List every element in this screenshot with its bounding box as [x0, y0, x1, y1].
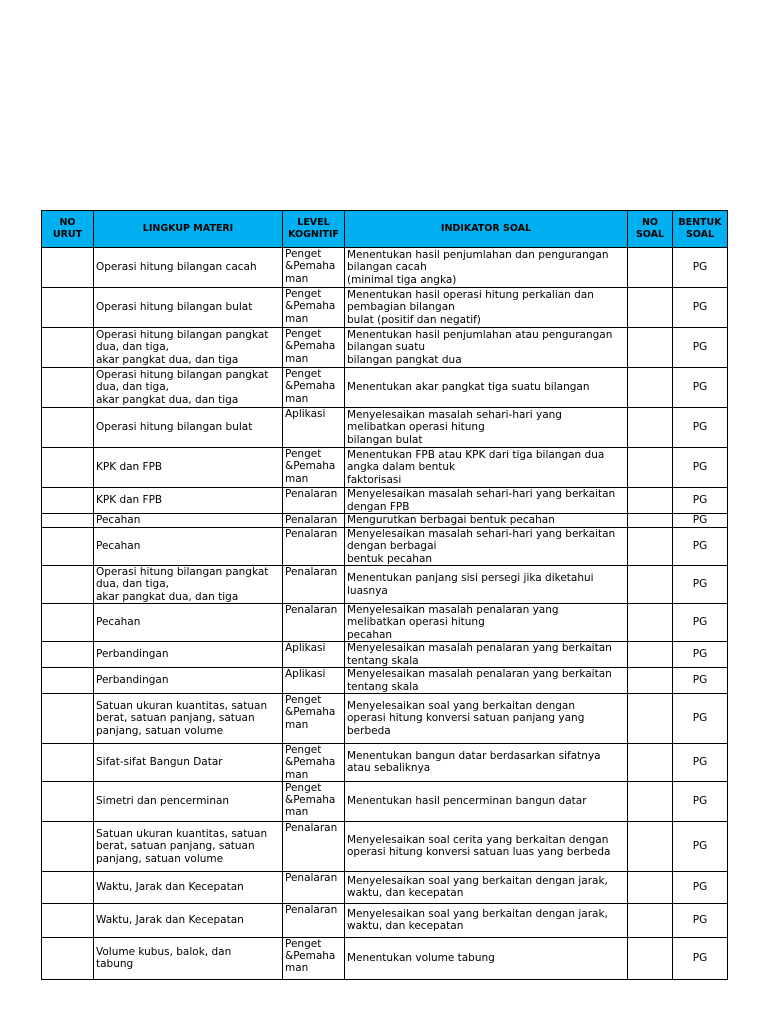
indikator-soal-cell-text: Menyelesaikan masalah sehari-hari yang melibatkan operasi hitung bilangan bulat: [347, 409, 562, 446]
no-urut-cell: [42, 871, 94, 903]
table-row: [42, 328, 728, 368]
no-soal-cell: [628, 288, 673, 328]
bentuk-soal-cell: [673, 642, 728, 668]
lingkup-materi-cell: [94, 694, 283, 744]
level-kognitif-cell-text: Penalaran: [285, 488, 338, 500]
indikator-soal-cell-text: Menentukan hasil penjumlahan atau pengurangan bilangan suatu bilangan pangkat dua: [347, 329, 613, 366]
bentuk-soal-cell: [673, 448, 728, 488]
level-kognitif-cell: [283, 288, 345, 328]
table-row: [42, 248, 728, 288]
indikator-soal-cell: [345, 328, 628, 368]
level-kognitif-cell: [283, 248, 345, 288]
lingkup-materi-cell-text: Simetri dan pencerminan: [96, 795, 230, 808]
level-kognitif-cell-text: Penalaran: [285, 566, 338, 578]
no-soal-cell: [628, 604, 673, 642]
level-kognitif-cell-text: Penalaran: [285, 871, 338, 884]
bentuk-soal-cell-text: PG: [692, 712, 708, 725]
lingkup-materi-cell: [94, 566, 283, 604]
lingkup-materi-cell: [94, 642, 283, 668]
table-body: [42, 248, 728, 980]
level-kognitif-cell: [283, 408, 345, 448]
no-soal-cell: [628, 642, 673, 668]
bentuk-soal-cell: [673, 368, 728, 408]
bentuk-soal-cell: [673, 903, 728, 937]
table-row: [42, 514, 728, 528]
lingkup-materi-cell: [94, 248, 283, 288]
level-kognitif-cell: [283, 668, 345, 694]
kisi-kisi-table: [41, 210, 728, 980]
indikator-soal-cell: [345, 566, 628, 604]
table-row: [42, 903, 728, 937]
indikator-soal-cell: [345, 488, 628, 514]
lingkup-materi-cell: [94, 668, 283, 694]
level-kognitif-cell: [283, 871, 345, 903]
lingkup-materi-cell-text: Waktu, Jarak dan Kecepatan: [96, 881, 244, 894]
indikator-soal-cell: [345, 821, 628, 871]
no-soal-cell: [628, 368, 673, 408]
lingkup-materi-cell-text: Operasi hitung bilangan pangkat dua, dan tiga, akar pangkat dua, dan tiga: [96, 369, 269, 406]
lingkup-materi-cell: [94, 488, 283, 514]
bentuk-soal-cell-text: PG: [692, 616, 708, 629]
no-soal-cell: [628, 694, 673, 744]
header-lingkup-materi: LINGKUP MATERI: [94, 211, 283, 248]
bentuk-soal-cell-text: PG: [692, 341, 708, 354]
table-row: [42, 604, 728, 642]
header-indikator-soal: INDIKATOR SOAL: [345, 211, 628, 248]
level-kognitif-cell: [283, 694, 345, 744]
bentuk-soal-cell-text: PG: [692, 881, 708, 894]
lingkup-materi-cell-text: Operasi hitung bilangan pangkat dua, dan tiga, akar pangkat dua, dan tiga: [96, 329, 269, 366]
bentuk-soal-cell-text: PG: [692, 421, 708, 434]
table-row: [42, 871, 728, 903]
table-row: [42, 368, 728, 408]
no-soal-cell: [628, 744, 673, 782]
level-kognitif-cell: [283, 604, 345, 642]
no-urut-cell: [42, 903, 94, 937]
level-kognitif-cell: [283, 781, 345, 821]
bentuk-soal-cell-text: PG: [692, 795, 708, 808]
indikator-soal-cell: [345, 694, 628, 744]
indikator-soal-cell: [345, 642, 628, 668]
indikator-soal-cell-text: Menentukan volume tabung: [347, 952, 495, 965]
bentuk-soal-cell: [673, 668, 728, 694]
lingkup-materi-cell: [94, 744, 283, 782]
level-kognitif-cell: [283, 903, 345, 937]
no-urut-cell: [42, 566, 94, 604]
lingkup-materi-cell-text: Perbandingan: [96, 648, 169, 661]
indikator-soal-cell-text: Menyelesaikan masalah penalaran yang berkaitan tentang skala: [347, 642, 612, 667]
indikator-soal-cell: [345, 514, 628, 528]
bentuk-soal-cell: [673, 488, 728, 514]
indikator-soal-cell-text: Menentukan akar pangkat tiga suatu bilangan: [347, 381, 590, 394]
bentuk-soal-cell-text: PG: [692, 301, 708, 314]
indikator-soal-cell-text: Menentukan hasil penjumlahan dan pengurangan bilangan cacah (minimal tiga angka): [347, 249, 609, 286]
no-urut-cell: [42, 937, 94, 979]
level-kognitif-cell: [283, 821, 345, 871]
table-row: [42, 288, 728, 328]
lingkup-materi-cell-text: Pecahan: [96, 540, 141, 553]
indikator-soal-cell-text: Menyelesaikan masalah penalaran yang melibatkan operasi hitung pecahan: [347, 604, 559, 641]
level-kognitif-cell: [283, 642, 345, 668]
bentuk-soal-cell: [673, 528, 728, 566]
lingkup-materi-cell-text: Sifat-sifat Bangun Datar: [96, 756, 223, 769]
bentuk-soal-cell: [673, 408, 728, 448]
indikator-soal-cell-text: Menentukan bangun datar berdasarkan sifatnya atau sebaliknya: [347, 750, 601, 775]
bentuk-soal-cell-text: PG: [692, 261, 708, 274]
bentuk-soal-cell: [673, 694, 728, 744]
table-row: [42, 528, 728, 566]
bentuk-soal-cell: [673, 821, 728, 871]
no-urut-cell: [42, 514, 94, 528]
indikator-soal-cell-text: Menyelesaikan masalah sehari-hari yang berkaitan dengan FPB: [347, 488, 616, 513]
level-kognitif-cell-text: Penget &Pemaha man: [285, 937, 336, 975]
level-kognitif-cell-text: Penalaran: [285, 821, 338, 834]
indikator-soal-cell: [345, 248, 628, 288]
indikator-soal-cell: [345, 368, 628, 408]
indikator-soal-cell-text: Menyelesaikan masalah penalaran yang berkaitan tentang skala: [347, 668, 612, 693]
no-urut-cell: [42, 642, 94, 668]
lingkup-materi-cell: [94, 821, 283, 871]
header-no-soal: NO SOAL: [628, 211, 673, 248]
indikator-soal-cell-text: Menentukan hasil operasi hitung perkalian dan pembagian bilangan bulat (positif dan negatif): [347, 289, 594, 326]
table-row: [42, 668, 728, 694]
bentuk-soal-cell-text: PG: [692, 840, 708, 853]
level-kognitif-cell-text: Penget &Pemaha man: [285, 694, 336, 731]
lingkup-materi-cell: [94, 781, 283, 821]
no-soal-cell: [628, 528, 673, 566]
lingkup-materi-cell-text: Operasi hitung bilangan bulat: [96, 421, 253, 434]
bentuk-soal-cell: [673, 248, 728, 288]
lingkup-materi-cell-text: Pecahan: [96, 514, 141, 527]
level-kognitif-cell: [283, 528, 345, 566]
no-urut-cell: [42, 248, 94, 288]
no-urut-cell: [42, 744, 94, 782]
indikator-soal-cell: [345, 448, 628, 488]
indikator-soal-cell: [345, 408, 628, 448]
indikator-soal-cell: [345, 781, 628, 821]
table-row: [42, 694, 728, 744]
table-row: [42, 744, 728, 782]
lingkup-materi-cell-text: Pecahan: [96, 616, 141, 629]
lingkup-materi-cell: [94, 448, 283, 488]
indikator-soal-cell-text: Menentukan hasil pencerminan bangun datar: [347, 795, 587, 808]
lingkup-materi-cell: [94, 288, 283, 328]
header-row: [42, 211, 728, 248]
level-kognitif-cell-text: Aplikasi: [285, 642, 326, 654]
level-kognitif-cell: [283, 448, 345, 488]
bentuk-soal-cell-text: PG: [692, 578, 708, 591]
no-soal-cell: [628, 488, 673, 514]
no-soal-cell: [628, 248, 673, 288]
bentuk-soal-cell-text: PG: [692, 461, 708, 474]
level-kognitif-cell-text: Penget &Pemaha man: [285, 248, 336, 285]
lingkup-materi-cell: [94, 937, 283, 979]
indikator-soal-cell: [345, 604, 628, 642]
table-row: [42, 488, 728, 514]
lingkup-materi-cell-text: Operasi hitung bilangan bulat: [96, 301, 253, 314]
lingkup-materi-cell: [94, 368, 283, 408]
indikator-soal-cell-text: Menyelesaikan soal yang berkaitan dengan operasi hitung konversi satuan panjang yang berbeda: [347, 700, 585, 737]
bentuk-soal-cell-text: PG: [692, 674, 708, 687]
level-kognitif-cell-text: Penget &Pemaha man: [285, 328, 336, 365]
lingkup-materi-cell-text: Volume kubus, balok, dan tabung: [96, 946, 232, 971]
level-kognitif-cell-text: Penalaran: [285, 903, 338, 916]
indikator-soal-cell: [345, 744, 628, 782]
bentuk-soal-cell: [673, 937, 728, 979]
table-row: [42, 937, 728, 979]
indikator-soal-cell-text: Menyelesaikan masalah sehari-hari yang berkaitan dengan berbagai bentuk pecahan: [347, 528, 616, 565]
level-kognitif-cell: [283, 514, 345, 528]
lingkup-materi-cell-text: Perbandingan: [96, 674, 169, 687]
bentuk-soal-cell: [673, 604, 728, 642]
no-urut-cell: [42, 448, 94, 488]
no-urut-cell: [42, 821, 94, 871]
no-soal-cell: [628, 514, 673, 528]
lingkup-materi-cell: [94, 528, 283, 566]
lingkup-materi-cell: [94, 903, 283, 937]
level-kognitif-cell-text: Penget &Pemaha man: [285, 744, 336, 781]
no-soal-cell: [628, 937, 673, 979]
no-urut-cell: [42, 288, 94, 328]
no-soal-cell: [628, 903, 673, 937]
no-urut-cell: [42, 328, 94, 368]
no-soal-cell: [628, 668, 673, 694]
bentuk-soal-cell-text: PG: [692, 514, 708, 527]
indikator-soal-cell-text: Menentukan FPB atau KPK dari tiga bilangan dua angka dalam bentuk faktorisasi: [347, 449, 605, 486]
bentuk-soal-cell-text: PG: [692, 494, 708, 507]
table-row: [42, 408, 728, 448]
no-soal-cell: [628, 781, 673, 821]
no-soal-cell: [628, 821, 673, 871]
bentuk-soal-cell-text: PG: [692, 648, 708, 661]
indikator-soal-cell: [345, 871, 628, 903]
table-row: [42, 642, 728, 668]
bentuk-soal-cell-text: PG: [692, 540, 708, 553]
level-kognitif-cell-text: Penget &Pemaha man: [285, 448, 336, 485]
indikator-soal-cell: [345, 937, 628, 979]
bentuk-soal-cell: [673, 744, 728, 782]
bentuk-soal-cell-text: PG: [692, 381, 708, 394]
level-kognitif-cell: [283, 368, 345, 408]
lingkup-materi-cell: [94, 408, 283, 448]
lingkup-materi-cell-text: Satuan ukuran kuantitas, satuan berat, satuan panjang, satuan panjang, satuan volume: [96, 827, 268, 865]
lingkup-materi-cell: [94, 604, 283, 642]
indikator-soal-cell-text: Mengurutkan berbagai bentuk pecahan: [347, 514, 555, 527]
table-row: [42, 781, 728, 821]
no-soal-cell: [628, 328, 673, 368]
level-kognitif-cell-text: Penalaran: [285, 528, 338, 540]
level-kognitif-cell-text: Aplikasi: [285, 668, 326, 680]
bentuk-soal-cell: [673, 328, 728, 368]
indikator-soal-cell: [345, 528, 628, 566]
indikator-soal-cell-text: Menyelesaikan soal cerita yang berkaitan dengan operasi hitung konversi satuan luas yang berbeda: [347, 834, 611, 859]
lingkup-materi-cell-text: Satuan ukuran kuantitas, satuan berat, satuan panjang, satuan panjang, satuan volume: [96, 700, 268, 737]
no-urut-cell: [42, 408, 94, 448]
no-soal-cell: [628, 871, 673, 903]
bentuk-soal-cell-text: PG: [692, 756, 708, 769]
bentuk-soal-cell: [673, 288, 728, 328]
no-soal-cell: [628, 566, 673, 604]
no-soal-cell: [628, 408, 673, 448]
no-urut-cell: [42, 488, 94, 514]
level-kognitif-cell-text: Penalaran: [285, 604, 338, 616]
level-kognitif-cell-text: Penalaran: [285, 514, 338, 526]
indikator-soal-cell: [345, 288, 628, 328]
lingkup-materi-cell: [94, 514, 283, 528]
header-level-kognitif: LEVEL KOGNITIF: [283, 211, 345, 248]
header-no-urut: NO URUT: [42, 211, 94, 248]
lingkup-materi-cell: [94, 328, 283, 368]
level-kognitif-cell: [283, 488, 345, 514]
bentuk-soal-cell-text: PG: [692, 914, 708, 927]
level-kognitif-cell: [283, 744, 345, 782]
indikator-soal-cell-text: Menyelesaikan soal yang berkaitan dengan jarak, waktu, dan kecepatan: [347, 875, 608, 900]
no-soal-cell: [628, 448, 673, 488]
indikator-soal-cell-text: Menentukan panjang sisi persegi jika diketahui luasnya: [347, 572, 594, 597]
bentuk-soal-cell: [673, 566, 728, 604]
level-kognitif-cell: [283, 566, 345, 604]
no-urut-cell: [42, 668, 94, 694]
level-kognitif-cell-text: Penget &Pemaha man: [285, 781, 336, 819]
bentuk-soal-cell: [673, 781, 728, 821]
no-urut-cell: [42, 694, 94, 744]
lingkup-materi-cell: [94, 871, 283, 903]
bentuk-soal-cell-text: PG: [692, 952, 708, 965]
lingkup-materi-cell-text: KPK dan FPB: [96, 461, 163, 474]
lingkup-materi-cell-text: Waktu, Jarak dan Kecepatan: [96, 914, 244, 927]
table-row: [42, 566, 728, 604]
lingkup-materi-cell-text: Operasi hitung bilangan pangkat dua, dan tiga, akar pangkat dua, dan tiga: [96, 566, 269, 603]
bentuk-soal-cell: [673, 514, 728, 528]
level-kognitif-cell: [283, 937, 345, 979]
indikator-soal-cell-text: Menyelesaikan soal yang berkaitan dengan jarak, waktu, dan kecepatan: [347, 908, 608, 933]
indikator-soal-cell: [345, 668, 628, 694]
level-kognitif-cell-text: Aplikasi: [285, 408, 326, 420]
table-row: [42, 448, 728, 488]
header-bentuk-soal: BENTUK SOAL: [673, 211, 728, 248]
indikator-soal-cell: [345, 903, 628, 937]
lingkup-materi-cell-text: Operasi hitung bilangan cacah: [96, 261, 257, 274]
table-row: [42, 821, 728, 871]
no-urut-cell: [42, 781, 94, 821]
lingkup-materi-cell-text: KPK dan FPB: [96, 494, 163, 507]
level-kognitif-cell-text: Penget &Pemaha man: [285, 288, 336, 325]
level-kognitif-cell: [283, 328, 345, 368]
no-urut-cell: [42, 604, 94, 642]
no-urut-cell: [42, 528, 94, 566]
no-urut-cell: [42, 368, 94, 408]
bentuk-soal-cell: [673, 871, 728, 903]
level-kognitif-cell-text: Penget &Pemaha man: [285, 368, 336, 405]
